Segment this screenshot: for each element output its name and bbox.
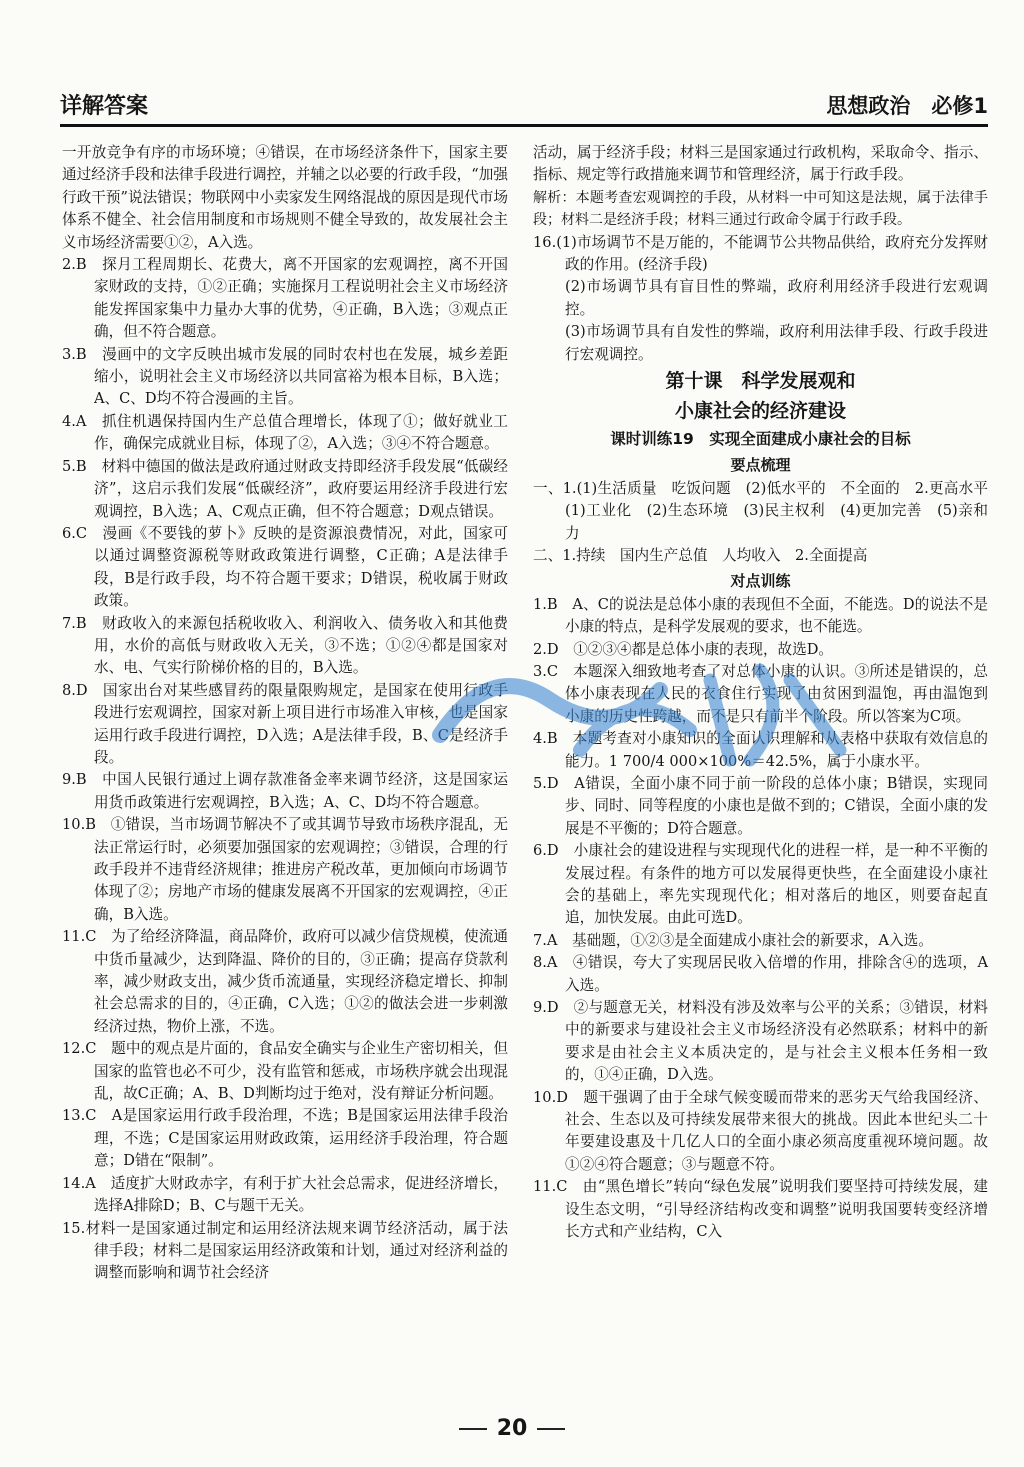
answer-item: 5.B 材料中德国的做法是政府通过财政支持即经济手段发展“低碳经济”，这启示我们发展“低碳经济”，政府要运用经济手段进行宏观调控，B入选；A、C观点正确，但不符合题意；D观点错误。 — [62, 457, 508, 520]
answer-item: 7.A 基础题，①②③是全面建成小康社会的新要求，A入选。 — [533, 931, 933, 949]
answer-item: 7.B 财政收入的来源包括税收收入、利润收入、债务收入和其他费用，水价的高低与财政收入无关，③不选；①②④都是国家对水、电、气实行阶梯价格的目的，B入选。 — [62, 614, 508, 677]
answer-item: 二、1.持续 国内生产总值 人均收入 2.全面提高 — [533, 547, 868, 565]
answer-item: 10.B ①错误，当市场调节解决不了或其调节导致市场秩序混乱，无法正常运行时，必须要加强国家的宏观调控；③错误，合理的行政手段并不违背经济规律；推进房产税改革，更加倾向市场调节体现了②；房地产市场的健康发展离不开国家的宏观调控，④正确，B入选。 — [62, 816, 508, 923]
header-right-title: 思想政治 必修1 — [826, 94, 988, 118]
answer-item: 11.C 为了给经济降温，商品降价，政府可以减少信贷规模，使流通中货币量减少，达到降温、降价的目的，③正确；提高存贷款利率，减少财政支出，减少货币流通量，实现经济稳定增长、抑制社会总需求的目的，④正确，C入选；①②的做法会进一步刺激经济过热，物价上涨，不选。 — [62, 928, 508, 1035]
page-number-value: 20 — [496, 1416, 528, 1441]
answer-item: 3.C 本题深入细致地考查了对总体小康的认识。③所述是错误的，总体小康表现在人民的衣食住行实现了由贫困到温饱，再由温饱到小康的历史性跨越，而不是只有前半个阶段。所以答案为C项。 — [533, 662, 988, 725]
paragraph: (2)市场调节具有盲目性的弊端，政府利用经济手段进行宏观调控。 — [565, 278, 988, 318]
left-column — [62, 142, 508, 1285]
answer-item: 13.C A是国家运用行政手段治理，不选；B是国家运用法律手段治理，不选；C是国家运用财政政策，运用经济手段治理，符合题意；D错在“限制”。 — [62, 1107, 508, 1170]
answer-item: 4.B 本题考查对小康知识的全面认识理解和从表格中获取有效信息的能力。1 700/4 000×100%＝42.5%，属于小康水平。 — [533, 730, 988, 770]
answer-item: 4.A 抓住机遇保持国内生产总值合理增长，体现了①；做好就业工作，确保完成就业目标，体现了②，A入选；③④不符合题意。 — [62, 412, 508, 453]
page-header — [60, 90, 988, 127]
answer-item: 6.C 漫画《不要钱的萝卜》反映的是资源浪费情况，对此，国家可以通过调整资源税等财政政策进行调整，C正确；A是法律手段，B是行政手段，均不符合题干要求；D错误，税收属于财政政策。 — [62, 524, 508, 610]
page-number-dash-right — [537, 1428, 565, 1430]
answer-item: 11.C 由“黑色增长”转向“绿色发展”说明我们要坚持可持续发展，建设生态文明，“引导经济结构改变和调整”说明我国要转变经济增长方式和产业结构，C入 — [533, 1178, 988, 1241]
section-heading: 第十课 科学发展观和 — [665, 370, 856, 393]
paragraph: 活动，属于经济手段；材料三是国家通过行政机构，采取命令、指示、指标、规定等行政措施来调节和管理经济，属于行政手段。 — [533, 144, 988, 184]
paragraph: (3)市场调节具有自发性的弊端，政府利用法律手段、行政手段进行宏观调控。 — [565, 323, 988, 363]
answer-item: 1.B A、C的说法是总体小康的表现但不全面，不能选。D的说法不是小康的特点，是科学发展观的要求，也不能选。 — [533, 595, 988, 636]
answer-item: 15.材料一是国家通过制定和运用经济法规来调节经济活动，属于法律手段；材料二是国家运用经济政策和计划，通过对经济利益的调整而影响和调节社会经济 — [62, 1219, 508, 1282]
paragraph: 一开放竞争有序的市场环境；④错误，在市场经济条件下，国家主要通过经济手段和法律手段进行调控，并辅之以必要的行政手段，“加强行政干预”说法错误；物联网中小卖家发生网络混战的原因是现代市场体系不健全、社会信用制度和市场规则不健全导致的，故发展社会主义市场经济需要①②，A入选。 — [62, 144, 508, 251]
answer-item: 6.D 小康社会的建设进程与实现现代化的进程一样，是一种不平衡的发展过程。有条件的地方可以发展得更快些，在全面建设小康社会的基础上，率先实现现代化；相对落后的地区，则要奋起直追，加快发展。由此可选D。 — [533, 842, 988, 927]
answer-item: 8.D 国家出台对某些感冒药的限量限购规定，是国家在使用行政手段进行宏观调控，国家对新上项目进行市场准入审核，也是国家运用行政手段进行调控，D入选；A是法律手段，B、C是经济手段。 — [62, 681, 508, 766]
header-left-title: 详解答案 — [60, 94, 149, 119]
section-heading: 课时训练19 实现全面建成小康社会的目标 — [610, 430, 911, 449]
answer-item: 一、1.(1)生活质量 吃饭问题 (2)低水平的 不全面的 2.更高水平 (1)工业化 (2)生态环境 (3)民主权利 (4)更加完善 (5)亲和力 — [533, 480, 1003, 542]
right-column — [533, 142, 1003, 1243]
answer-item: 12.C 题中的观点是片面的，食品安全确实与企业生产密切相关，但国家的监管也必不可少，没有监管和惩戒，市场秩序就会出现混乱，故C正确；A、B、D判断均过于绝对，没有辩证分析问题。 — [62, 1040, 508, 1103]
analysis-paragraph: 解析：本题考查宏观调控的手段，从材料一中可知这是法规，属于法律手段；材料二是经济手段；材料三通过行政命令属于行政手段。 — [533, 189, 988, 229]
answer-item: 8.A ④错误，夸大了实现居民收入倍增的作用，排除含④的选项，A入选。 — [533, 954, 988, 994]
answer-item: 3.B 漫画中的文字反映出城市发展的同时农村也在发展，城乡差距缩小，说明社会主义市场经济以共同富裕为根本目标，B入选；A、C、D均不符合漫画的主旨。 — [62, 345, 508, 408]
answer-item: 9.D ②与题意无关，材料没有涉及效率与公平的关系；③错误，材料中的新要求与建设社会主义市场经济没有必然联系；材料中的新要求是由社会主义本质决定的，是与社会主义根本任务相一致的，①④正确，D入选。 — [533, 999, 988, 1084]
answer-item: 2.D ①②③④都是总体小康的表现，故选D。 — [533, 640, 834, 658]
answer-item: 9.B 中国人民银行通过上调存款准备金率来调节经济，这是国家运用货币政策进行宏观调控，B入选；A、C、D均不符合题意。 — [62, 771, 508, 811]
answer-item: 14.A 适度扩大财政赤字，有利于扩大社会总需求，促进经济增长，选择A排除D；B、C与题干无关。 — [62, 1174, 508, 1215]
page-number-dash-left — [459, 1428, 487, 1430]
section-heading: 小康社会的经济建设 — [674, 400, 846, 423]
section-heading: 要点梳理 — [730, 456, 791, 475]
page-number — [0, 1416, 1024, 1441]
answer-item: 2.B 探月工程周期长、花费大，离不开国家的宏观调控，离不开国家财政的支持，①②正确；实施探月工程说明社会主义市场经济能发挥国家集中力量办大事的优势，④正确，B入选；③观点正确，但不符合题意。 — [62, 256, 508, 341]
answer-item: 5.D A错误，全面小康不同于前一阶段的总体小康；B错误，实现同步、同时、同等程度的小康也是做不到的；C错误，全面小康的发展是不平衡的；D符合题意。 — [533, 774, 988, 837]
answer-item: 10.D 题干强调了由于全球气候变暖而带来的恶劣天气给我国经济、社会、生态以及可持续发展带来很大的挑战。因此本世纪头二十年要建设惠及十几亿人口的全面小康必须高度重视环境问题。故①②④符合题意；③与题意不符。 — [533, 1088, 988, 1173]
section-heading: 对点训练 — [730, 571, 791, 590]
answer-item: 16.(1)市场调节不是万能的，不能调节公共物品供给，政府充分发挥财政的作用。(经济手段) — [533, 233, 988, 274]
